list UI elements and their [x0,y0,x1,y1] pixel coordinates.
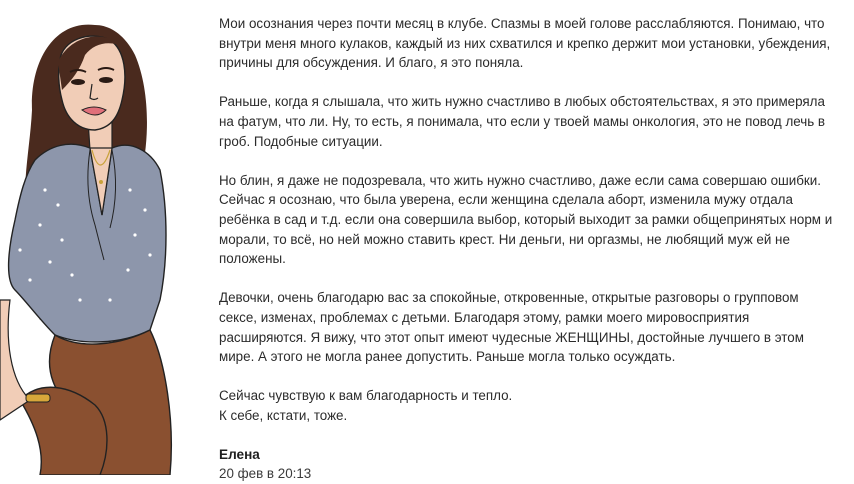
author-name: Елена [219,447,260,463]
testimonial-paragraph-1: Мои осознания через почти месяц в клубе. Спазмы в моей голове расслабляются. Понимаю, что внутри меня много кулаков, каждый из них схватился и крепко держит мои установки, убеждения, причины для обсуждения. И благо, я это поняла. [219,16,831,71]
testimonial-paragraph-2: Раньше, когда я слышала, что жить нужно счастливо в любых обстоятельствах, я это примеряла на фатум, что ли. Ну, то есть, я понимала, что если у твоей мамы онкология, это не повод лечь в гроб. Подобные ситуации. [219,94,826,149]
testimonial-paragraph-5: Сейчас чувствую к вам благодарность и тепло. К себе, кстати, тоже. [219,388,513,423]
testimonial [219,14,834,484]
woman-illustration [0,0,190,475]
testimonial-paragraph-4: Девочки, очень благодарю вас за спокойные, откровенные, открытые разговоры о групповом сексе, изменах, проблемах с детьми. Благодаря этому, рамки моего мировосприятия расширяются. Я вижу, что этот опыт имеют чудесные ЖЕНЩИНЫ, достойные лучшего в этом мире. А этого не могла ранее допустить. Раньше могла только осуждать. [219,290,804,365]
testimonial-paragraph-3: Но блин, я даже не подозревала, что жить нужно счастливо, даже если сама совершаю ошибки. Сейчас я осознаю, что была уверена, если женщина сделала аборт, изменила мужу отдала ребёнка в сад и т.д. если она совершила выбор, который выходит за рамки общепринятых норм и морали, то всё, но ней можно ставить крест. Ни деньги, ни оргазмы, не любящий муж ей не положены. [219,172,833,267]
post-date: 20 фев в 20:13 [219,466,312,482]
